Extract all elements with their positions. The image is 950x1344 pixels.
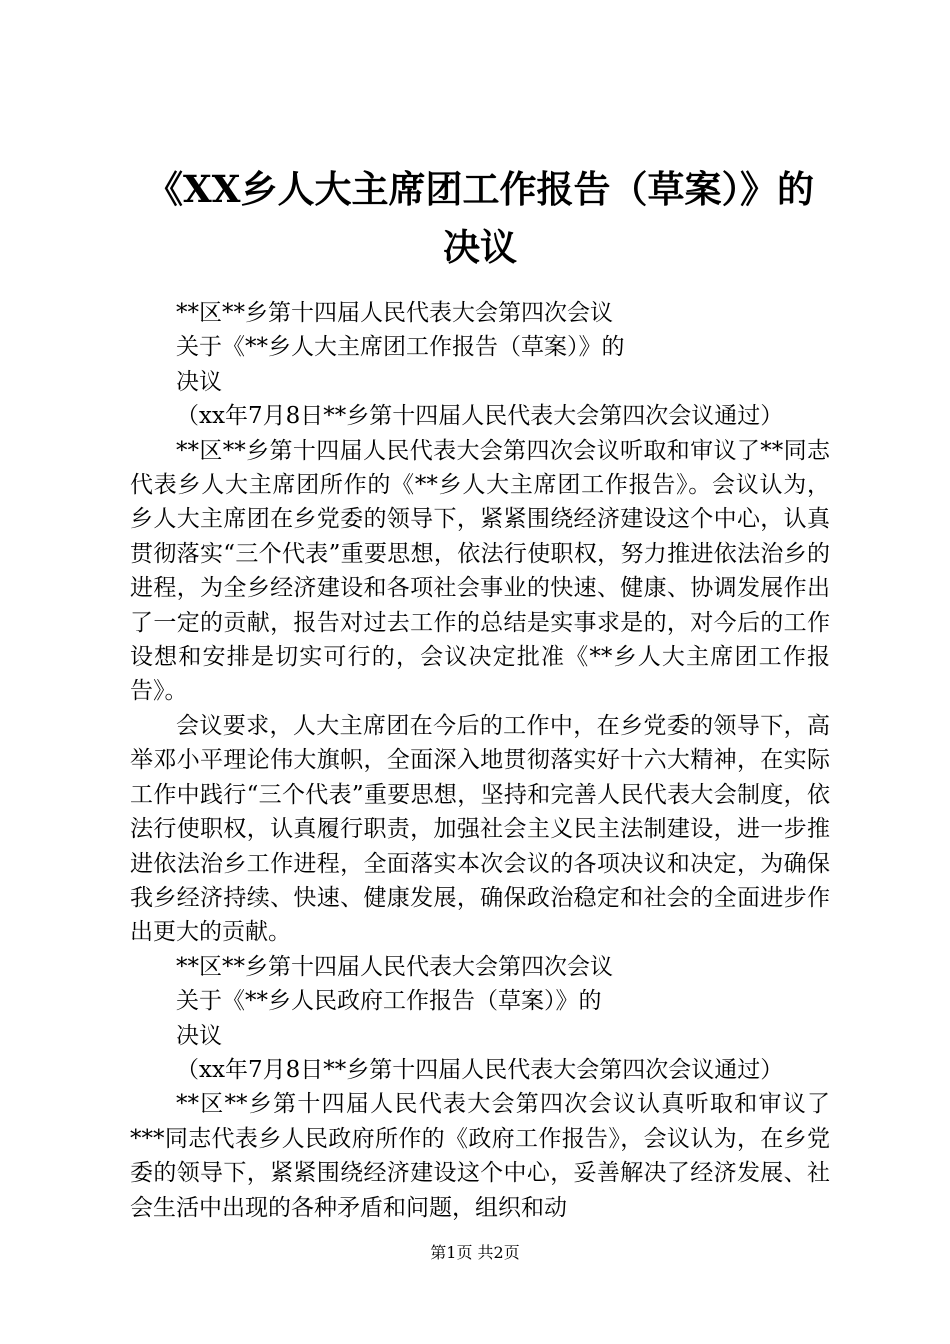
section2-paragraph1: **区**乡第十四届人民代表大会第四次会议认真听取和审议了***同志代表乡人民政府所作的《政府工作报告》，会议认为，在乡党委的领导下，紧紧围绕经济建设这个中心，妥善解决了经济发展、社会生活中出现的各种矛盾和问题，组织和动 bbox=[130, 1091, 830, 1221]
section1-heading-line3: 决议 bbox=[176, 368, 222, 395]
section2-heading-line3: 决议 bbox=[176, 1022, 222, 1049]
section2-heading-line2: 关于《**乡人民政府工作报告（草案）》的 bbox=[176, 988, 602, 1015]
section1-date-note: （xx年7月8日**乡第十四届人民代表大会第四次会议通过） bbox=[176, 403, 784, 430]
section1-heading-line2: 关于《**乡人大主席团工作报告（草案）》的 bbox=[176, 334, 625, 361]
document-body bbox=[130, 296, 830, 1225]
section1-paragraph2: 会议要求，人大主席团在今后的工作中，在乡党委的领导下，高举邓小平理论伟大旗帜，全面深入地贯彻落实好十六大精神，在实际工作中践行“三个代表”重要思想，坚持和完善人民代表大会制度，依法行使职权，认真履行职责，加强社会主义民主法制建设，进一步推进依法治乡工作进程，全面落实本次会议的各项决议和决定，为确保我乡经济持续、快速、健康发展，确保政治稳定和社会的全面进步作出更大的贡献。 bbox=[130, 712, 830, 946]
section1-heading-line1: **区**乡第十四届人民代表大会第四次会议 bbox=[176, 300, 613, 326]
document-title: 《XX乡人大主席团工作报告（草案）》的决议 bbox=[146, 167, 814, 269]
section2-date-note: （xx年7月8日**乡第十四届人民代表大会第四次会议通过） bbox=[176, 1056, 784, 1083]
section2-heading-line1: **区**乡第十四届人民代表大会第四次会议 bbox=[176, 953, 613, 980]
section1-paragraph1: **区**乡第十四届人民代表大会第四次会议听取和审议了**同志代表乡人大主席团所作的《**乡人大主席团工作报告》。会议认为，乡人大主席团在乡党委的领导下，紧紧围绕经济建设这个中心，认真贯彻落实“三个代表”重要思想，依法行使职权，努力推进依法治乡的进程，为全乡经济建设和各项社会事业的快速、健康、协调发展作出了一定的贡献，报告对过去工作的总结是实事求是的，对今后的工作设想和安排是切实可行的，会议决定批准《**乡人大主席团工作报告》。 bbox=[130, 437, 830, 705]
page-footer: 第1页 共2页 bbox=[430, 1243, 520, 1262]
